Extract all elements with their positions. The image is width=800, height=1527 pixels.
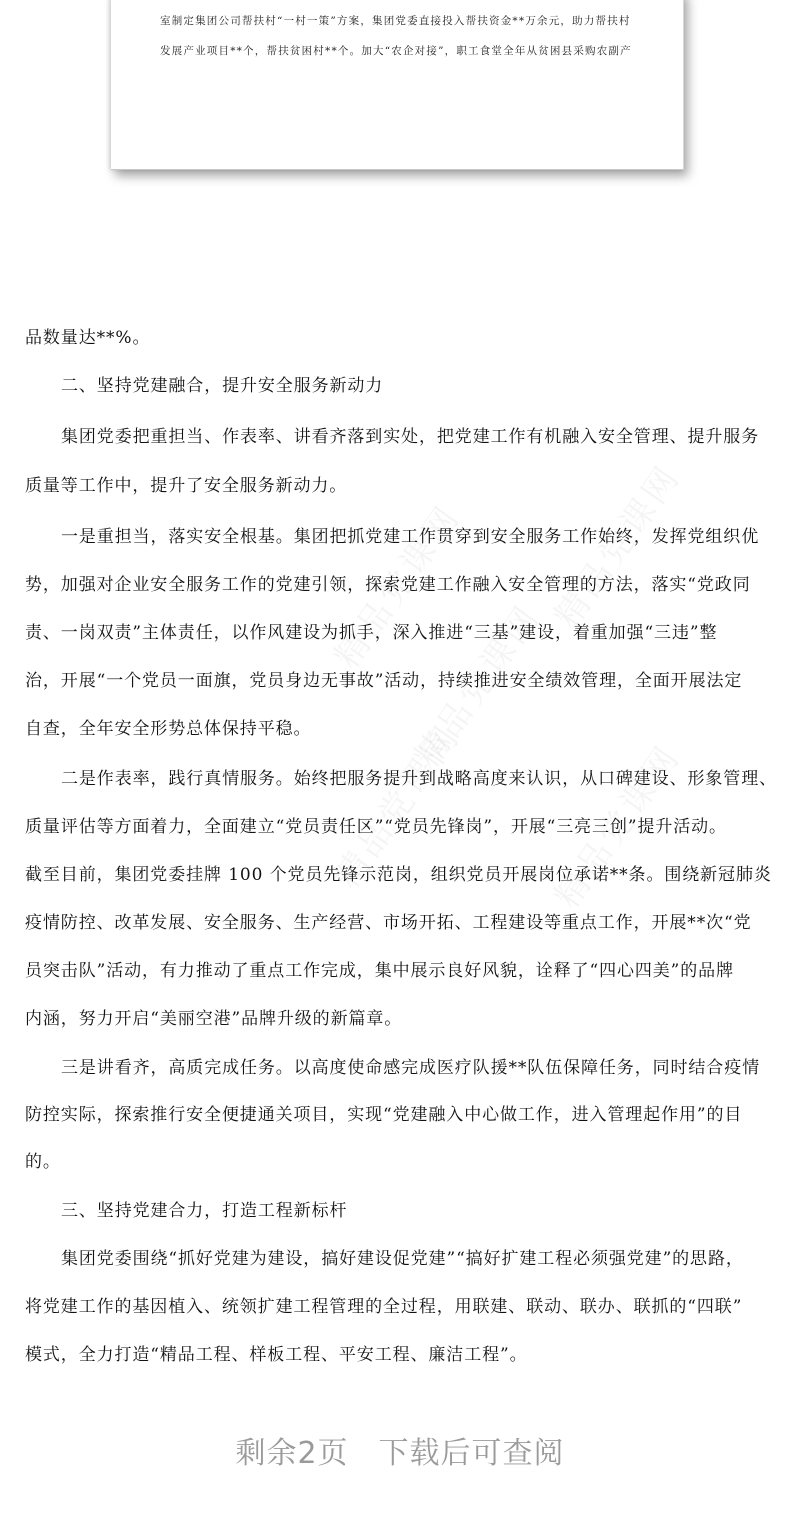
paragraph-line: 品数量达**%。 xyxy=(25,328,151,348)
paragraph-line: 模式，全力打造“精品工程、样板工程、平安工程、廉洁工程”。 xyxy=(25,1345,528,1365)
paragraph-line: 集团党委围绕“抓好党建为建设，搞好建设促党建”“搞好扩建工程必须强党建”的思路， xyxy=(61,1249,744,1269)
remaining-pages-prompt[interactable] xyxy=(0,1428,800,1472)
remaining-pages-label: 剩余2页 xyxy=(235,1436,349,1471)
section-heading: 三、坚持党建合力，打造工程新标杆 xyxy=(61,1201,348,1221)
paragraph-line: 势，加强对企业安全服务工作的党建引领，探索党建工作融入安全管理的方法，落实“党政同 xyxy=(25,575,751,595)
paragraph-line: 责、一岗双责”主体责任，以作风建设为抓手，深入推进“三基”建设，着重加强“三违”整 xyxy=(25,623,718,643)
paragraph-line: 一是重担当，落实安全根基。集团把抓党建工作贯穿到安全服务工作始终，发挥党组织优 xyxy=(61,527,760,547)
paragraph-line: 二是作表率，践行真情服务。始终把服务提升到战略高度来认识，从口碑建设、形象管理、 xyxy=(61,769,777,789)
paragraph-line: 员突击队”活动，有力推动了重点工作完成，集中展示良好风貌，诠释了“四心四美”的品牌 xyxy=(25,961,734,981)
paragraph-line: 截至目前，集团党委挂牌 100 个党员先锋示范岗，组织党员开展岗位承诺**条。围绕新冠肺炎 xyxy=(25,865,772,885)
paragraph-line: 疫情防控、改革发展、安全服务、生产经营、市场开拓、工程建设等重点工作，开展**次“党 xyxy=(25,913,752,933)
paragraph-line: 质量评估等方面着力，全面建立“党员责任区”“党员先锋岗”，开展“三亮三创”提升活动。 xyxy=(25,817,727,837)
paragraph-line: 将党建工作的基因植入、统领扩建工程管理的全过程，用联建、联动、联办、联抓的“四联” xyxy=(25,1297,743,1317)
paragraph-line: 自查，全年安全形势总体保持平稳。 xyxy=(25,719,312,739)
download-to-view-label: 下载后可查阅 xyxy=(378,1436,565,1471)
paragraph-line: 集团党委把重担当、作表率、讲看齐落到实处，把党建工作有机融入安全管理、提升服务 xyxy=(61,427,760,447)
paragraph-line: 的。 xyxy=(25,1152,61,1172)
paragraph-line: 质量等工作中，提升了安全服务新动力。 xyxy=(25,476,348,496)
preview-text-line: 发展产业项目**个，帮扶贫困村**个。加大“农企对接”，职工食堂全年从贫困县采购农副产 xyxy=(160,45,632,57)
page-preview-card xyxy=(111,0,684,170)
paragraph-line: 治，开展“一个党员一面旗，党员身边无事故”活动，持续推进安全绩效管理，全面开展法定 xyxy=(25,671,743,691)
section-heading: 二、坚持党建融合，提升安全服务新动力 xyxy=(61,376,384,396)
preview-text-line: 室制定集团公司帮扶村“一村一策”方案，集团党委直接投入帮扶资金**万余元，助力帮扶村 xyxy=(160,15,631,27)
paragraph-line: 内涵，努力开启“美丽空港”品牌升级的新篇章。 xyxy=(25,1009,403,1029)
paragraph-line: 防控实际，探索推行安全便捷通关项目，实现“党建融入中心做工作，进入管理起作用”的目 xyxy=(25,1105,743,1125)
paragraph-line: 三是讲看齐，高质完成任务。以高度使命感完成医疗队援**队伍保障任务，同时结合疫情 xyxy=(61,1058,760,1078)
